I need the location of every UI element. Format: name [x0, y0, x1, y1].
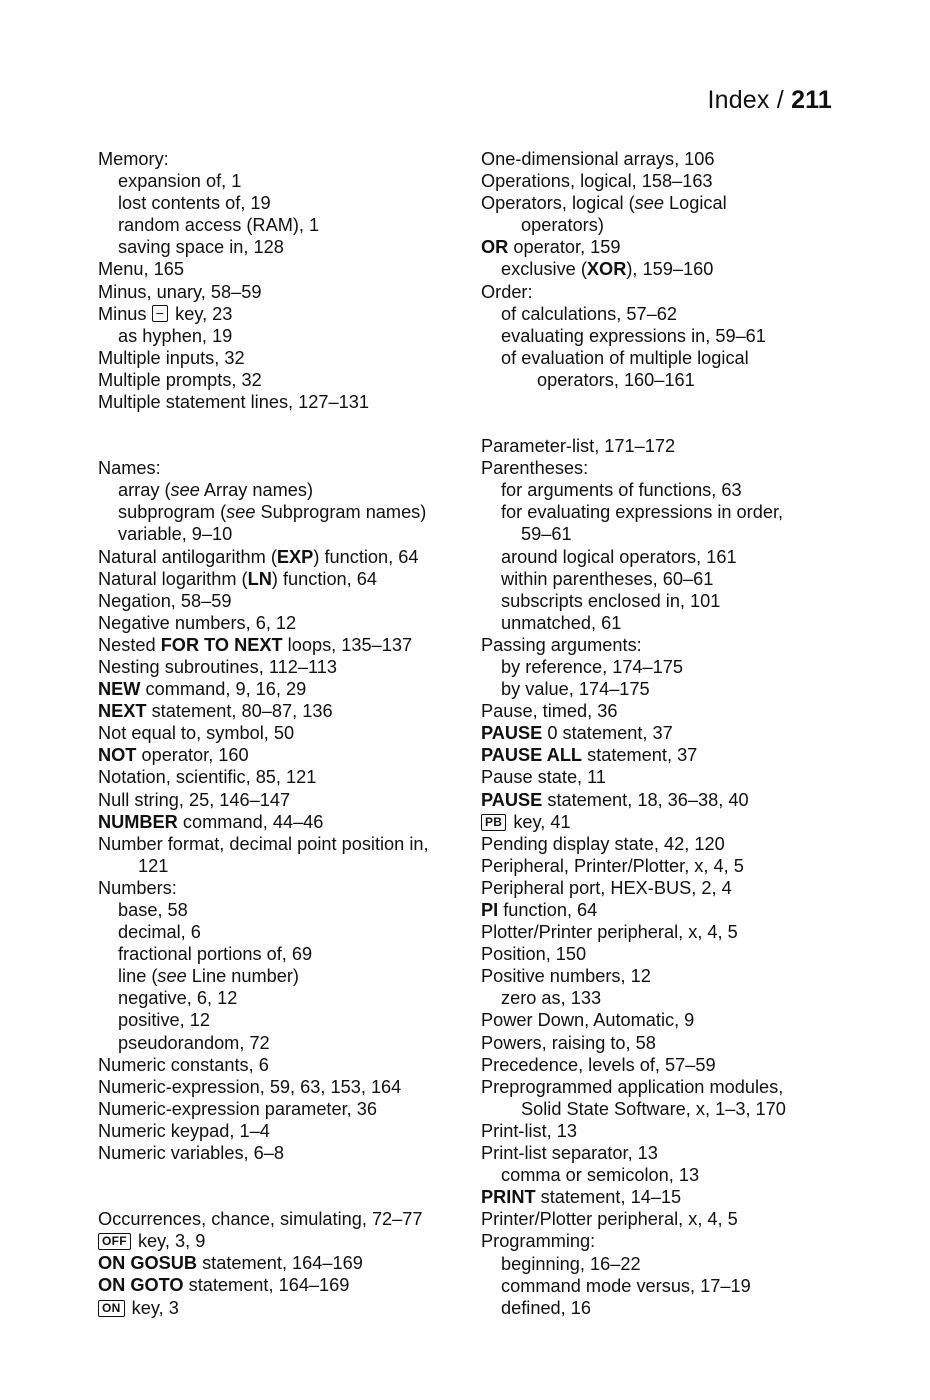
entry-text: evaluating expressions in, 59–61 [501, 325, 766, 346]
entry-text: Minus, unary, 58–59 [98, 281, 262, 302]
index-entry [481, 855, 861, 877]
keyword-text: PAUSE [481, 723, 543, 744]
index-subentry [98, 899, 478, 921]
entry-text: operators) [521, 215, 604, 236]
running-head-section: Index / [707, 86, 784, 114]
index-entry [98, 568, 478, 590]
entry-text: statement, 80–87, 136 [146, 701, 333, 722]
entry-text: variable, 9–10 [118, 524, 233, 545]
index-entry [481, 170, 861, 192]
entry-text: Multiple statement lines, 127–131 [98, 392, 369, 413]
entry-text: Logical [663, 193, 727, 214]
entry-text: Numeric-expression parameter, 36 [98, 1098, 377, 1119]
index-subentry [481, 656, 861, 678]
calculator-key-icon: PB [481, 814, 506, 831]
index-entry [481, 634, 861, 656]
entry-text: line ( [118, 966, 158, 987]
index-entry [98, 1054, 478, 1076]
index-entry [98, 766, 478, 788]
entry-text: Menu, 165 [98, 259, 184, 280]
index-entry [98, 744, 478, 766]
entry-text: statement, 14–15 [535, 1187, 682, 1208]
section-gap [98, 1164, 478, 1208]
entry-text: Solid State Software, x, 1–3, 170 [521, 1098, 786, 1119]
index-entry-continuation [98, 855, 478, 877]
entry-text: of calculations, 57–62 [501, 303, 677, 324]
entry-text: ) function, 64 [313, 546, 419, 567]
index-entry [481, 766, 861, 788]
entry-text: Negative numbers, 6, 12 [98, 612, 297, 633]
entry-text: function, 64 [498, 900, 598, 920]
index-entry [481, 1142, 861, 1164]
entry-text: Notation, scientific, 85, 121 [98, 767, 317, 788]
entry-text: Positive numbers, 12 [481, 966, 651, 987]
index-entry [481, 435, 861, 457]
index-subentry [481, 1253, 861, 1275]
keyword-text: PI [481, 900, 499, 920]
entry-text: Print-list, 13 [481, 1120, 578, 1141]
index-entry [481, 1076, 861, 1098]
index-entry [98, 789, 478, 811]
index-subentry [98, 236, 478, 258]
keyword-text: ON GOTO [98, 1275, 184, 1296]
index-entry [98, 634, 478, 656]
entry-text: of evaluation of multiple logical [501, 347, 749, 368]
index-subentry [98, 501, 478, 523]
entry-text: by value, 174–175 [501, 679, 650, 700]
keyword-text: NEXT [98, 701, 147, 722]
entry-text: Power Down, Automatic, 9 [481, 1010, 695, 1031]
keyword-text: XOR [586, 259, 627, 280]
index-entry [98, 148, 478, 170]
index-entry [98, 369, 478, 391]
entry-text: Operators, logical ( [481, 193, 635, 214]
index-entry [481, 943, 861, 965]
index-subentry [481, 1297, 861, 1319]
entry-text: saving space in, 128 [118, 237, 284, 258]
entry-text: Position, 150 [481, 944, 587, 965]
entry-text: key, 3 [126, 1297, 179, 1318]
entry-text: expansion of, 1 [118, 171, 242, 192]
keyword-text: FOR TO NEXT [160, 634, 283, 655]
entry-text: Parameter-list, 171–172 [481, 436, 676, 457]
index-subentry [98, 192, 478, 214]
entry-text: lost contents of, 19 [118, 193, 271, 214]
entry-text: One-dimensional arrays, 106 [481, 149, 715, 169]
index-subentry [481, 303, 861, 325]
index-subentry [481, 1275, 861, 1297]
entry-text: Preprogrammed application modules, [481, 1076, 784, 1097]
entry-text: Subprogram names) [255, 502, 427, 523]
index-column-left [98, 148, 478, 1319]
index-subentry [98, 965, 478, 987]
index-entry [98, 1120, 478, 1142]
index-entry [98, 678, 478, 700]
entry-text: Line number) [186, 966, 299, 987]
entry-text: key, 3, 9 [132, 1231, 206, 1252]
entry-text: Natural antilogarithm ( [98, 546, 277, 567]
entry-text: Natural logarithm ( [98, 568, 248, 589]
index-entry [481, 811, 861, 833]
index-entry [481, 1032, 861, 1054]
index-entry [481, 965, 861, 987]
index-subentry [98, 170, 478, 192]
index-entry [481, 744, 861, 766]
entry-text: Peripheral, Printer/Plotter, x, 4, 5 [481, 855, 744, 876]
index-subentry [481, 612, 861, 634]
keyword-text: NEW [98, 679, 141, 700]
minus-key-icon: − [152, 305, 168, 322]
entry-text: subprogram ( [118, 502, 227, 523]
entry-text: loops, 135–137 [282, 634, 413, 655]
entry-text: ), 159–160 [626, 259, 714, 280]
keyword-text: OR [481, 237, 509, 258]
entry-text: Null string, 25, 146–147 [98, 789, 291, 810]
index-subentry [98, 921, 478, 943]
index-entry [481, 921, 861, 943]
entry-text: Minus [98, 303, 152, 324]
entry-text: Numeric keypad, 1–4 [98, 1120, 270, 1141]
index-entry [98, 546, 478, 568]
entry-text: beginning, 16–22 [501, 1253, 641, 1274]
entry-text: fractional portions of, 69 [118, 944, 313, 965]
index-entry [98, 1098, 478, 1120]
entry-text: Pause, timed, 36 [481, 701, 618, 722]
entry-text: for arguments of functions, 63 [501, 480, 742, 501]
entry-text: Numeric constants, 6 [98, 1054, 269, 1075]
entry-text: Names: [98, 458, 161, 479]
index-entry [98, 811, 478, 833]
entry-text: unmatched, 61 [501, 612, 622, 633]
entry-text: Operations, logical, 158–163 [481, 171, 713, 192]
index-subentry [98, 1009, 478, 1031]
entry-text: Order: [481, 281, 533, 302]
index-subentry [481, 501, 861, 523]
entry-text: Memory: [98, 149, 169, 169]
entry-text: key, 23 [170, 303, 233, 324]
index-entry [481, 722, 861, 744]
index-column-right [481, 148, 861, 1319]
entry-text: Plotter/Printer peripheral, x, 4, 5 [481, 922, 738, 943]
entry-text: Array names) [199, 480, 314, 501]
entry-text: 59–61 [521, 524, 572, 545]
page-number: 211 [791, 86, 832, 114]
index-subentry [481, 546, 861, 568]
index-entry [481, 1208, 861, 1230]
entry-text: decimal, 6 [118, 922, 201, 943]
index-entry [98, 258, 478, 280]
entry-text: Number format, decimal point position in, [98, 833, 429, 854]
index-entry [481, 236, 861, 258]
index-entry [98, 303, 478, 325]
index-subentry [98, 523, 478, 545]
entry-text: command, 9, 16, 29 [140, 679, 307, 700]
see-reference-text: see [634, 193, 664, 214]
index-subentry [98, 987, 478, 1009]
section-gap [481, 391, 861, 435]
index-subentry [481, 479, 861, 501]
entry-text: Printer/Plotter peripheral, x, 4, 5 [481, 1209, 738, 1230]
entry-text: command mode versus, 17–19 [501, 1275, 751, 1296]
index-entry [481, 1186, 861, 1208]
entry-text: Numeric-expression, 59, 63, 153, 164 [98, 1076, 402, 1097]
see-reference-text: see [157, 966, 187, 987]
index-entry [481, 281, 861, 303]
index-entry [98, 1252, 478, 1274]
index-entry [98, 1076, 478, 1098]
index-entry [98, 281, 478, 303]
index-subentry [98, 479, 478, 501]
index-subentry [481, 1164, 861, 1186]
entry-text: defined, 16 [501, 1297, 592, 1318]
index-entry [98, 1142, 478, 1164]
index-subentry [481, 987, 861, 1009]
entry-text: zero as, 133 [501, 988, 602, 1009]
entry-text: Negation, 58–59 [98, 590, 232, 611]
entry-text: as hyphen, 19 [118, 325, 233, 346]
entry-text: statement, 18, 36–38, 40 [542, 789, 749, 810]
entry-text: operator, 160 [136, 745, 249, 766]
index-subentry [98, 214, 478, 236]
running-head [707, 86, 832, 115]
index-entry [98, 877, 478, 899]
index-entry [98, 656, 478, 678]
index-entry [98, 1274, 478, 1296]
entry-text: Parentheses: [481, 458, 589, 479]
index-entry [98, 1230, 478, 1252]
entry-text: ) function, 64 [271, 568, 378, 589]
entry-text: Powers, raising to, 58 [481, 1032, 656, 1053]
keyword-text: PAUSE [481, 789, 543, 810]
index-subentry [481, 590, 861, 612]
entry-text: Pending display state, 42, 120 [481, 833, 725, 854]
entry-text: statement, 37 [582, 745, 698, 766]
keyword-text: NOT [98, 745, 137, 766]
entry-text: Precedence, levels of, 57–59 [481, 1054, 716, 1075]
index-entry [481, 148, 861, 170]
index-subentry [98, 1032, 478, 1054]
index-entry [98, 457, 478, 479]
index-entry [481, 789, 861, 811]
index-entry [98, 1297, 478, 1319]
index-subentry [98, 325, 478, 347]
index-entry [98, 722, 478, 744]
index-entry [481, 1054, 861, 1076]
keyword-text: EXP [276, 546, 314, 567]
entry-text: negative, 6, 12 [118, 988, 238, 1009]
entry-text: Passing arguments: [481, 634, 642, 655]
index-entry [481, 1230, 861, 1252]
index-subentry [481, 347, 861, 369]
entry-text: around logical operators, 161 [501, 546, 737, 567]
index-entry [481, 899, 861, 921]
index-subentry [481, 568, 861, 590]
index-entry [98, 391, 478, 413]
entry-text: Peripheral port, HEX-BUS, 2, 4 [481, 877, 732, 898]
entry-text: within parentheses, 60–61 [501, 568, 714, 589]
index-subentry [481, 678, 861, 700]
keyword-text: NUMBER [98, 811, 178, 832]
entry-text: pseudorandom, 72 [118, 1032, 270, 1053]
entry-text: Nested [98, 634, 161, 655]
entry-text: exclusive ( [501, 259, 587, 280]
section-gap [98, 413, 478, 457]
index-entry [481, 877, 861, 899]
entry-text: operators, 160–161 [537, 369, 695, 390]
entry-text: comma or semicolon, 13 [501, 1165, 700, 1186]
entry-text: Occurrences, chance, simulating, 72–77 [98, 1209, 423, 1230]
entry-text: key, 41 [508, 811, 571, 832]
entry-text: statement, 164–169 [183, 1275, 350, 1296]
entry-text: for evaluating expressions in order, [501, 502, 784, 523]
index-entry [481, 700, 861, 722]
entry-text: 121 [138, 855, 169, 876]
keyword-text: ON GOSUB [98, 1253, 198, 1274]
calculator-key-icon: ON [98, 1300, 125, 1317]
see-reference-text: see [226, 502, 256, 523]
keyword-text: LN [247, 568, 272, 589]
index-entry [481, 833, 861, 855]
index-entry [481, 1009, 861, 1031]
index-subentry [481, 325, 861, 347]
entry-text: command, 44–46 [177, 811, 324, 832]
index-subentry [481, 258, 861, 280]
entry-text: Multiple inputs, 32 [98, 347, 245, 368]
index-entry [481, 1120, 861, 1142]
entry-text: statement, 164–169 [197, 1253, 363, 1274]
index-entry [98, 612, 478, 634]
index-entry-continuation [481, 214, 861, 236]
keyword-text: PAUSE ALL [481, 745, 583, 766]
calculator-key-icon: OFF [98, 1233, 131, 1250]
entry-text: Print-list separator, 13 [481, 1143, 658, 1164]
index-entry [481, 192, 861, 214]
entry-text: Not equal to, symbol, 50 [98, 723, 295, 744]
entry-text: 0 statement, 37 [542, 723, 673, 744]
index-entry [98, 347, 478, 369]
index-entry-continuation [481, 369, 861, 391]
index-entry [98, 1208, 478, 1230]
entry-text: random access (RAM), 1 [118, 215, 320, 236]
index-subentry [98, 943, 478, 965]
entry-text: Pause state, 11 [481, 767, 607, 788]
entry-text: base, 58 [118, 900, 188, 920]
index-entry-continuation [481, 523, 861, 545]
index-entry-continuation [481, 1098, 861, 1120]
index-entry [481, 457, 861, 479]
keyword-text: PRINT [481, 1187, 536, 1208]
index-entry [98, 700, 478, 722]
entry-text: Nesting subroutines, 112–113 [98, 656, 337, 677]
index-entry [98, 833, 478, 855]
entry-text: by reference, 174–175 [501, 656, 684, 677]
entry-text: Multiple prompts, 32 [98, 369, 262, 390]
entry-text: Numbers: [98, 877, 177, 898]
index-entry [98, 590, 478, 612]
entry-text: Numeric variables, 6–8 [98, 1143, 284, 1164]
entry-text: positive, 12 [118, 1010, 211, 1031]
entry-text: array ( [118, 480, 171, 501]
entry-text: operator, 159 [508, 237, 621, 258]
see-reference-text: see [170, 480, 200, 501]
entry-text: Programming: [481, 1231, 596, 1252]
entry-text: subscripts enclosed in, 101 [501, 590, 721, 611]
